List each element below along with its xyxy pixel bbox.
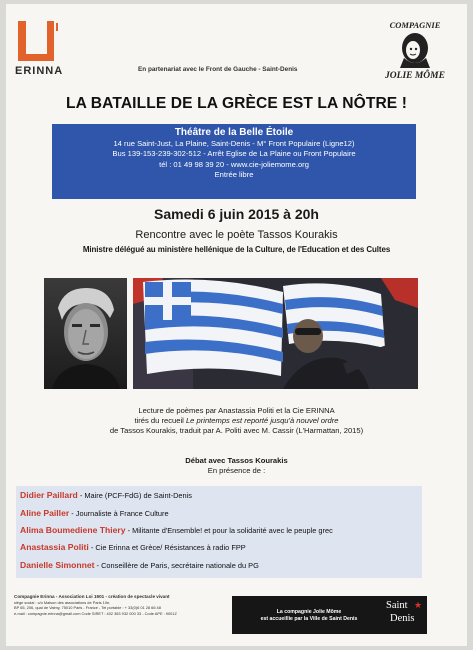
credits-line1: siège social : c/o Maison des associations de Paris 10e, — [14, 599, 111, 605]
sponsor-bar — [232, 596, 427, 634]
guest-item: Alima Boumediene Thiery - Militante d'Ensemble! et pour la solidarité avec le peuple grec — [20, 525, 333, 535]
greek-flag-rally-image — [133, 278, 418, 389]
debat-text — [6, 456, 467, 476]
poet-portrait-image — [44, 278, 127, 389]
debat-title: Débat avec Tassos Kourakis — [185, 456, 288, 465]
guest-list — [16, 486, 422, 578]
venue-contact: tél : 01 49 98 39 20 - www.cie-joliemome.org — [159, 159, 309, 169]
sponsor-text: La compagnie Jolie Môme est accueillie par la Ville de Saint Denis — [260, 609, 358, 622]
flyer-page — [6, 4, 467, 646]
cjm-logo-line1: COMPAGNIE — [389, 20, 441, 30]
erinna-logo-text: ERINNA — [15, 65, 64, 77]
lecture-line3: de Tassos Kourakis, traduit par A. Politi avec M. Cassir (L'Harmattan, 2015) — [109, 426, 364, 435]
credits-line2: BP 65, 206, quai de Valmy, 75010 Paris - France - Tel portable : + 33(0)6 01 28 66 48 — [14, 605, 161, 610]
lecture-book-title: Le printemps est reporté jusqu'à nouvel ordre — [185, 416, 339, 425]
lecture-line2: tirés du recueil Le printemps est reporté jusqu'à nouvel ordre — [134, 416, 339, 425]
star-icon: ★ — [414, 600, 423, 610]
lecture-text — [6, 406, 467, 436]
venue-bus: Bus 139-153-239-302-512 - Arrêt Eglise de La Plaine ou Front Populaire — [112, 149, 356, 159]
jolie-mome-logo-icon — [382, 18, 448, 82]
saint-denis-logo: Saint ★ Denis — [386, 600, 423, 624]
page-title: LA BATAILLE DE LA GRÈCE EST LA NÔTRE ! — [65, 95, 408, 112]
debat-subtitle: En présence de : — [207, 466, 266, 475]
venue-title: Théâtre de la Belle Étoile — [174, 127, 294, 138]
partner-line: En partenariat avec le Front de Gauche - Saint-Denis — [138, 66, 298, 73]
cjm-logo-line2: JOLIE MÔME — [385, 71, 445, 81]
venue-address: 14 rue Saint-Just, La Plaine, Saint-Denis - M° Front Populaire (Ligne12) — [113, 139, 355, 148]
guest-item: Anastassia Politi - Cie Erinna et Grèce/ Résistances à radio FPP — [20, 542, 246, 552]
venue-entry: Entrée libre — [214, 170, 254, 180]
greek-flag-left — [143, 280, 283, 376]
venue-box — [52, 124, 416, 199]
guest-item: Aline Pailler - Journaliste à France Culture — [20, 508, 169, 518]
event-rencontre: Rencontre avec le poète Tassos Kourakis — [135, 229, 338, 241]
event-ministre: Ministre délégué au ministère hellénique de la Culture, de l'Education et des Cultes — [82, 245, 391, 254]
event-date: Samedi 6 juin 2015 à 20h — [154, 206, 319, 222]
lecture-line1: Lecture de poèmes par Anastassia Politi et la Cie ERINNA — [138, 406, 335, 415]
guest-item: Danielle Simonnet - Conseillère de Paris, secrétaire nationale du PG — [20, 560, 259, 570]
erinna-logo-icon — [18, 21, 58, 65]
organizer-credits — [14, 594, 224, 616]
credits-line3: e-mail : compagnie.erinna@gmail.com Code SIRET : 402 363 932 000 33 - Code APE : 9001Z — [14, 610, 177, 616]
guest-item: Didier Paillard - Maire (PCF-FdG) de Saint-Denis — [20, 490, 192, 500]
credits-title: Compagnie Erinna - Association Loi 1901 - création de spectacle vivant — [14, 594, 170, 599]
